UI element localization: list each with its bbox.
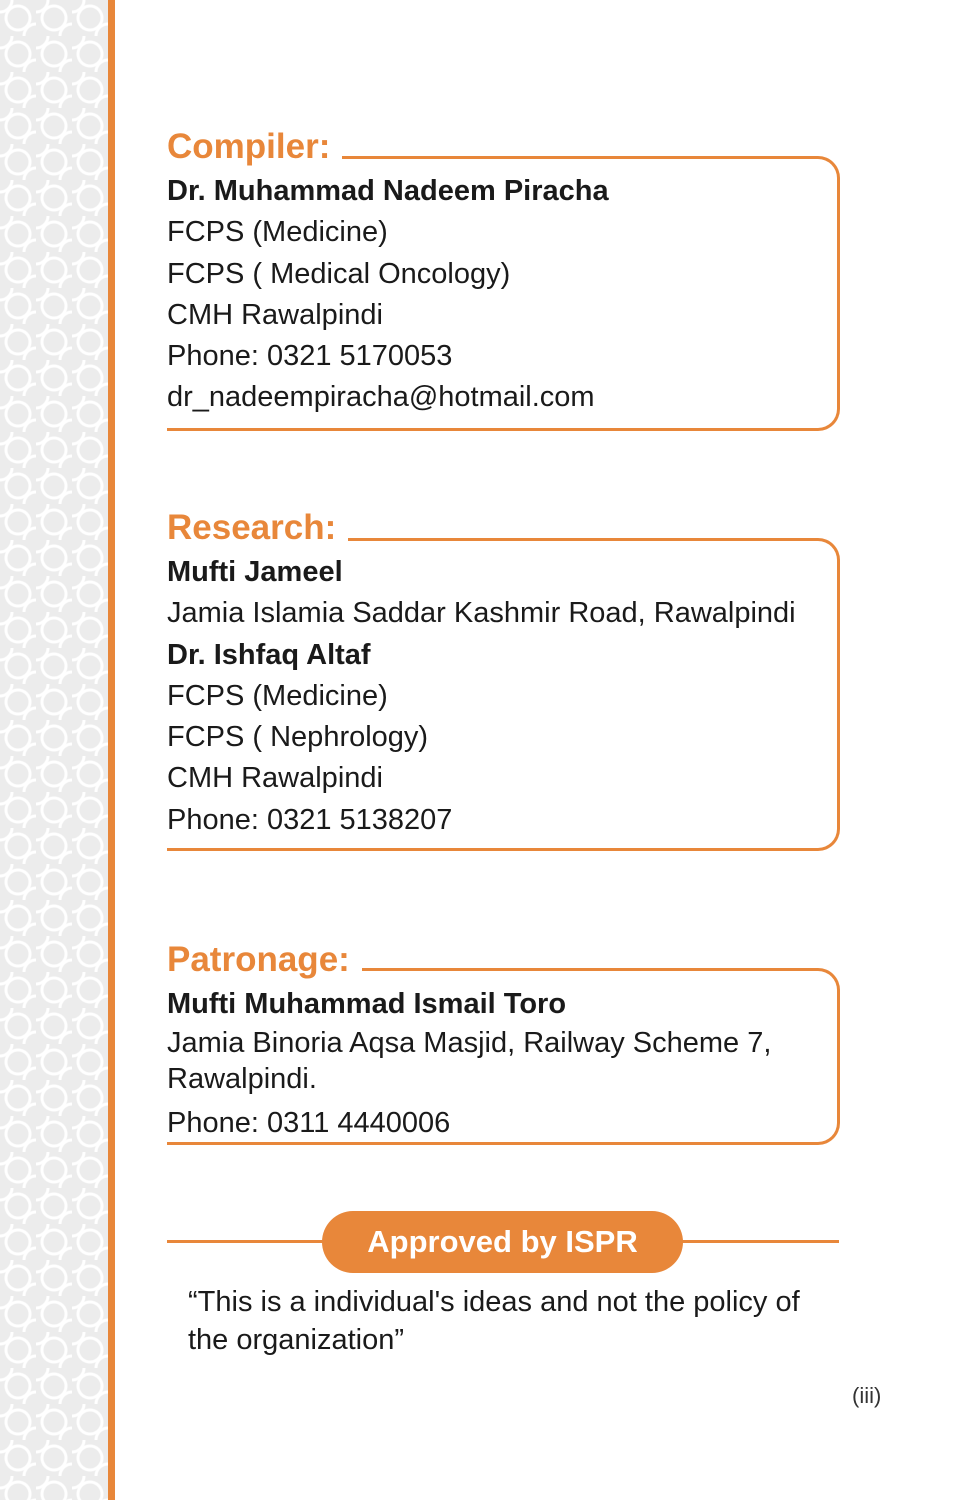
patronage-line: Phone: 0311 4440006 bbox=[167, 1107, 451, 1140]
patronage-details bbox=[167, 984, 771, 1145]
compiler-line: FCPS ( Medical Oncology) bbox=[167, 257, 511, 290]
patronage-line: Rawalpindi. bbox=[167, 1063, 317, 1096]
research-heading: Research: bbox=[167, 508, 348, 548]
compiler-line: Phone: 0321 5170053 bbox=[167, 340, 453, 373]
decorative-pattern-strip bbox=[0, 0, 108, 1500]
margin-accent-bar bbox=[108, 0, 115, 1500]
disclaimer-text: “This is a individual's ideas and not the policy of the organization” bbox=[188, 1286, 800, 1356]
research-line: Dr. Ishfaq Altaf bbox=[167, 638, 371, 671]
research-line: FCPS ( Nephrology) bbox=[167, 721, 429, 754]
research-line: Mufti Jameel bbox=[167, 556, 343, 588]
research-line: Phone: 0321 5138207 bbox=[167, 803, 453, 836]
compiler-line: FCPS (Medicine) bbox=[167, 216, 388, 249]
patronage-heading: Patronage: bbox=[167, 940, 362, 980]
research-line: CMH Rawalpindi bbox=[167, 762, 383, 795]
patronage-line: Jamia Binoria Aqsa Masjid, Railway Scheme 7, bbox=[167, 1027, 772, 1060]
compiler-line: Dr. Muhammad Nadeem Piracha bbox=[167, 175, 609, 207]
research-line: FCPS (Medicine) bbox=[167, 679, 388, 712]
page-number: (iii) bbox=[852, 1383, 882, 1408]
approval-badge bbox=[322, 1211, 683, 1273]
compiler-line: CMH Rawalpindi bbox=[167, 298, 383, 331]
compiler-heading: Compiler: bbox=[167, 127, 342, 167]
compiler-line: dr_nadeempiracha@hotmail.com bbox=[167, 381, 595, 414]
patronage-line: Mufti Muhammad Ismail Toro bbox=[167, 988, 567, 1020]
research-line: Jamia Islamia Saddar Kashmir Road, Rawalpindi bbox=[167, 597, 796, 630]
compiler-details bbox=[167, 171, 609, 419]
research-details bbox=[167, 552, 796, 841]
approval-badge-label: Approved by ISPR bbox=[367, 1224, 638, 1259]
